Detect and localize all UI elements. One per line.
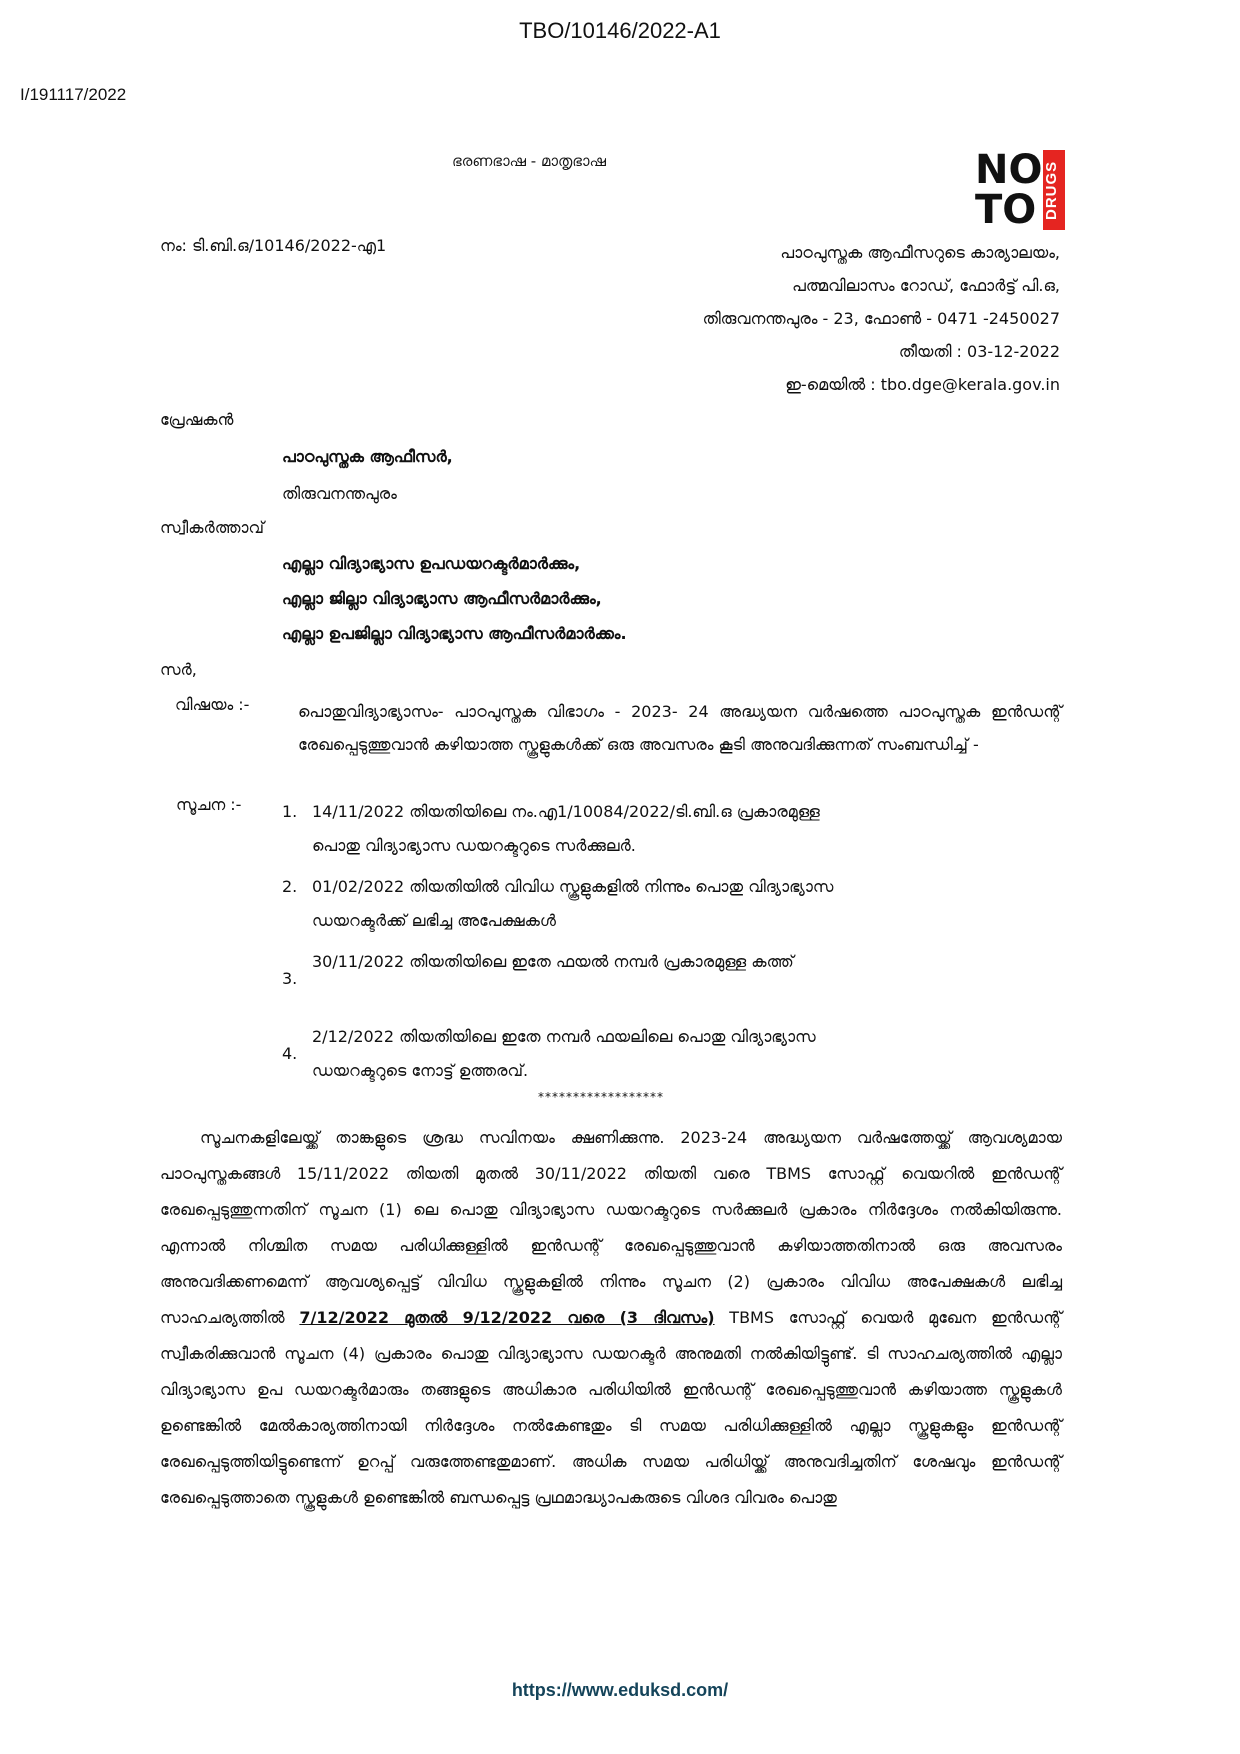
- separator-stars: ******************: [538, 1090, 664, 1104]
- subject-text: പൊതുവിദ്യാഭ്യാസം- പാഠപുസ്തക വിഭാഗം - 2023- 24 അദ്ധ്യയന വർഷത്തെ പാഠപുസ്തക ഇൻഡന്റ് രേഖപ്പെടുത്തുവാൻ കഴിയാത്ത സ്കൂളുകൾക്ക് ഒരു അവസരം കൂടി അനുവദിക്കുന്നത് സംബന്ധിച്ച് -: [298, 702, 1062, 754]
- body-text-part1: സൂചനകളിലേയ്ക്ക് താങ്കളുടെ ശ്രദ്ധ സവിനയം ക്ഷണിക്കുന്നു. 2023-24 അദ്ധ്യയന വർഷത്തേയ്ക്ക് ആവശ്യമായ പാഠപുസ്തകങ്ങൾ 15/11/2022 തിയതി മുതൽ 30/11/2022 തിയതി വരെ TBMS സോഫ്റ്റ് വെയറിൽ ഇൻഡന്റ് രേഖപ്പെടുത്തുന്നതിന് സൂചന (1) ലെ പൊതു വിദ്യാഭ്യാസ ഡയറക്ടറുടെ സർക്കുലർ പ്രകാരം നിർദ്ദേശം നൽകിയിരുന്നു. എന്നാൽ നിശ്ചിത സമയ പരിധിക്കുള്ളിൽ ഇൻഡന്റ് രേഖപ്പെടുത്തുവാൻ കഴിയാത്തതിനാൽ ഒരു അവസരം അനുവദിക്കണമെന്ന് ആവശ്യപ്പെട്ട് വിവിധ സ്കൂളുകളിൽ നിന്നും സൂചന (2) പ്രകാരം വിവിധ അപേക്ഷകൾ ലഭിച്ച സാഹചര്യത്തിൽ: [160, 1128, 1062, 1327]
- recipient-line: എല്ലാ വിദ്യാഭ്യാസ ഉപഡയറക്ടർമാർക്കും,: [282, 554, 581, 573]
- logo-word-no: NO: [975, 147, 1043, 193]
- email-line: ഇ-മെയിൽ : tbo.dge@kerala.gov.in: [785, 375, 1060, 394]
- body-text-part2: TBMS സോഫ്റ്റ് വെയർ മുഖേന ഇൻഡന്റ് സ്വീകരിക്കുവാൻ സൂചന (4) പ്രകാരം പൊതു വിദ്യാഭ്യാസ ഡയറക്ടർ അനുമതി നൽകിയിട്ടുണ്ട്. ടി സാഹചര്യത്തിൽ എല്ലാ വിദ്യാഭ്യാസ ഉപ ഡയറക്ടർമാരും തങ്ങളുടെ അധികാര പരിധിയിൽ ഇൻഡന്റ് രേഖപ്പെടുത്തുവാൻ കഴിയാത്ത സ്കൂളുകൾ ഉണ്ടെങ്കിൽ മേൽകാര്യത്തിനായി നിർദ്ദേശം നൽകേണ്ടതും ടി സമയ പരിധിക്കുള്ളിൽ എല്ലാ സ്കൂളുകളും ഇൻഡന്റ് രേഖപ്പെടുത്തിയിട്ടുണ്ടെന്ന് ഉറപ്പ് വരുത്തേണ്ടതുമാണ്. അധിക സമയ പരിധിയ്ക്ക് അനുവദിച്ചതിന് ശേഷവും ഇൻഡന്റ് രേഖപ്പെടുത്താതെ സ്കൂളുകൾ ഉണ്ടെങ്കിൽ ബന്ധപ്പെട്ട പ്രഥമാദ്ധ്യാപകരുടെ വിശദ വിവരം പൊതു: [160, 1308, 1062, 1507]
- body-highlight-dates: 7/12/2022 മുതൽ 9/12/2022 വരെ (3 ദിവസം): [299, 1308, 715, 1327]
- date-line: തീയതി : 03-12-2022: [898, 342, 1060, 361]
- reference-number: 1.: [282, 802, 298, 821]
- reference-text: 01/02/2022 തിയതിയിൽ വിവിധ സ്കൂളുകളിൽ നിന്നും പൊതു വിദ്യാഭ്യാസ ഡയറക്ടർക്ക് ലഭിച്ച അപേക്ഷകൾ: [312, 877, 834, 930]
- subject-label: വിഷയം :-: [175, 695, 250, 714]
- letter-ref-number: നം: ടി.ബി.ഒ/10146/2022-എ1: [160, 236, 387, 255]
- from-place: തിരുവനന്തപുരം: [282, 484, 397, 503]
- file-number-header: TBO/10146/2022-A1: [519, 18, 721, 43]
- address-line: പാഠപുസ്തക ആഫീസറുടെ കാര്യാലയം,: [780, 243, 1060, 262]
- language-tagline: ഭരണഭാഷ - മാതൃഭാഷ: [452, 152, 606, 170]
- to-label: സ്വീകർത്താവ്: [160, 518, 264, 537]
- reference-number: 3.: [282, 969, 298, 988]
- reference-number: 2.: [282, 877, 298, 896]
- salutation: സർ,: [160, 660, 197, 679]
- body-paragraph: [160, 1120, 1062, 1516]
- address-line: തിരുവനന്തപുരം - 23, ഫോൺ - 0471 -2450027: [702, 309, 1060, 328]
- from-name: പാഠപുസ്തക ആഫീസർ,: [282, 447, 453, 466]
- from-label: പ്രേഷകൻ: [160, 410, 234, 429]
- inward-number: I/191117/2022: [20, 85, 127, 104]
- reference-text: 2/12/2022 തിയതിയിലെ ഇതേ നമ്പർ ഫയലിലെ പൊതു വിദ്യാഭ്യാസ ഡയറക്ടറുടെ നോട്ട് ഉത്തരവ്.: [312, 1027, 816, 1080]
- office-address-block: [703, 236, 1060, 401]
- reference-text: 14/11/2022 തിയതിയിലെ നം.എ1/10084/2022/ടി.ബി.ഒ പ്രകാരമുള്ള പൊതു വിദ്യാഭ്യാസ ഡയറക്ടറുടെ സർക്കുലർ.: [312, 802, 820, 855]
- address-line: പത്മവിലാസം റോഡ്, ഫോർട്ട് പി.ഒ,: [792, 276, 1060, 295]
- footer-url[interactable]: https://www.eduksd.com/: [511, 1680, 729, 1700]
- logo-word-drugs: DRUGS: [1043, 150, 1065, 230]
- no-to-drugs-logo: [975, 147, 1067, 233]
- recipient-line: എല്ലാ ജില്ലാ വിദ്യാഭ്യാസ ആഫീസർമാർക്കും,: [282, 589, 602, 608]
- logo-word-to: TO: [975, 187, 1037, 233]
- reference-number: 4.: [282, 1044, 298, 1063]
- reference-label: സൂചന :-: [176, 795, 242, 814]
- reference-text: 30/11/2022 തിയതിയിലെ ഇതേ ഫയൽ നമ്പർ പ്രകാരമുള്ള കത്ത്: [312, 952, 794, 971]
- recipient-line: എല്ലാ ഉപജില്ലാ വിദ്യാഭ്യാസ ആഫീസർമാർക്കം.: [282, 624, 627, 643]
